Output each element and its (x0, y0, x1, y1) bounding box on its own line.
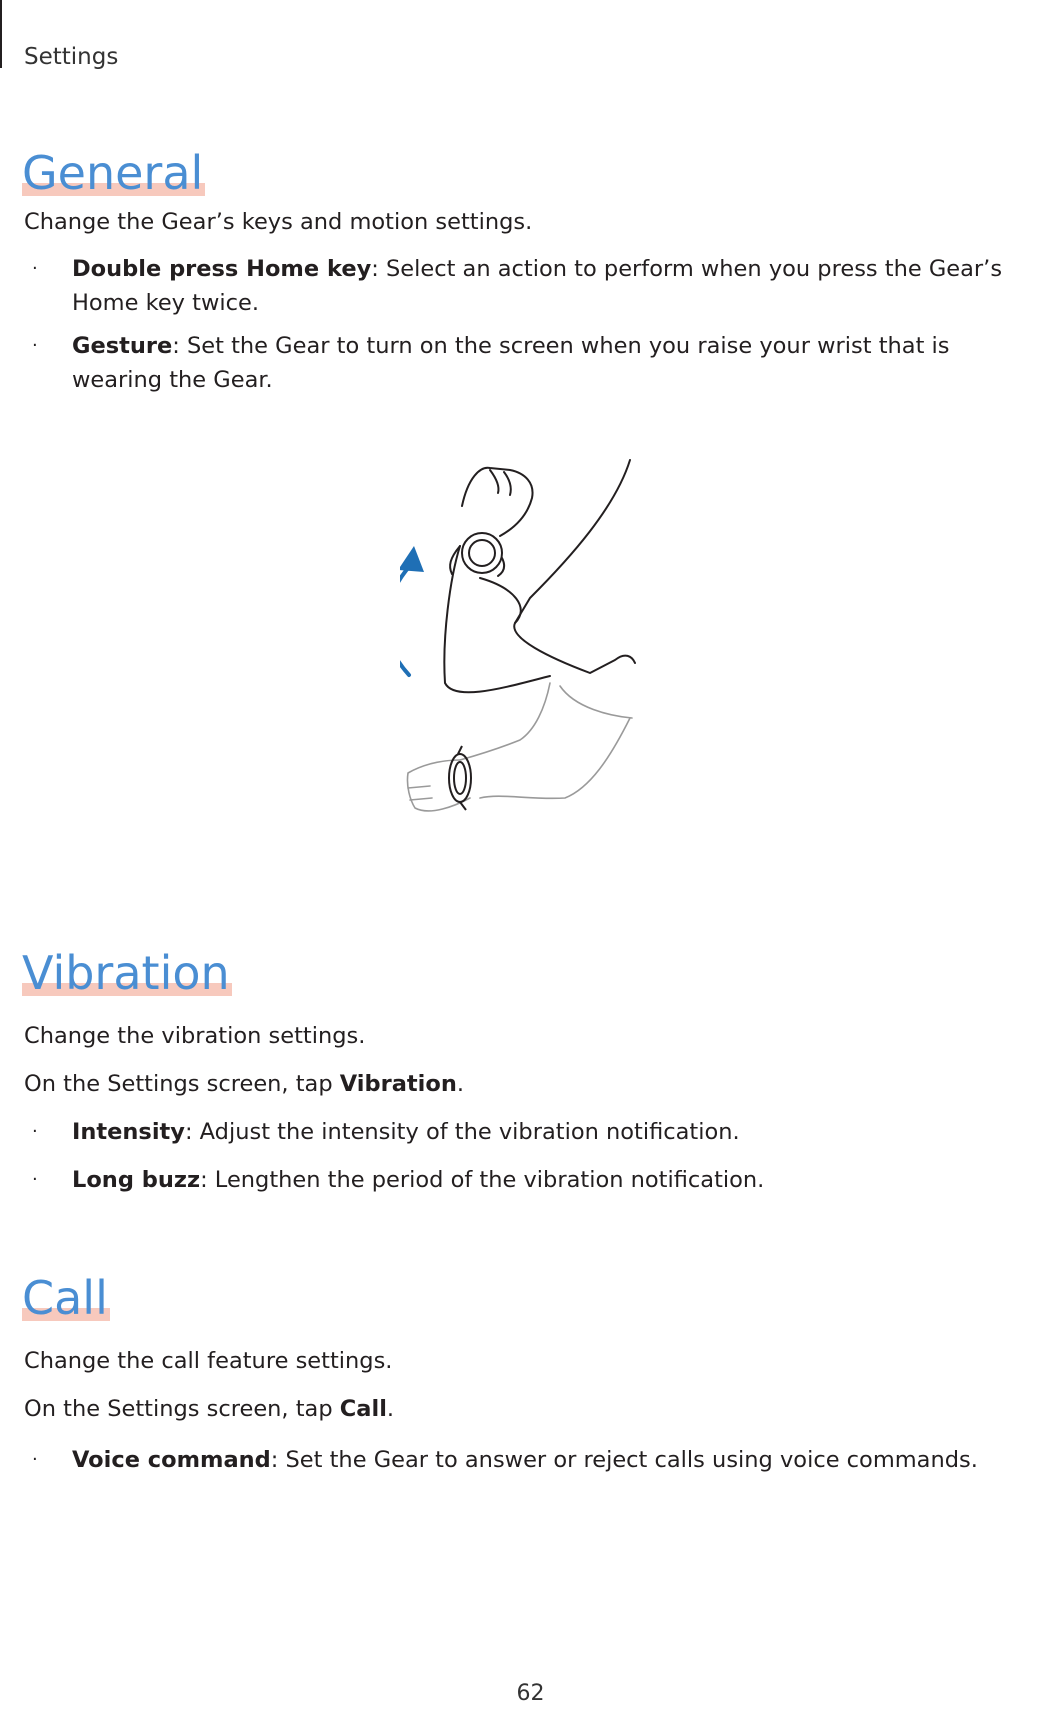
item-term: Gesture (72, 333, 173, 359)
instruction-text: On the Settings screen, tap (24, 1071, 340, 1097)
section-title-general: General (22, 146, 204, 200)
item-desc: : Set the Gear to answer or reject calls using voice commands. (270, 1447, 978, 1473)
corner-rule (0, 0, 2, 68)
call-list (24, 1443, 1025, 1477)
item-desc: : Adjust the intensity of the vibration notification. (184, 1119, 740, 1145)
call-intro: Change the call feature settings. (24, 1348, 393, 1374)
item-term: Long buzz (72, 1167, 201, 1193)
instruction-end: . (386, 1396, 395, 1422)
section-title-vibration: Vibration (22, 946, 230, 1000)
item-desc: : Select an action to perform when you press the Gear’s Home key twice. (72, 256, 1003, 316)
wrist-raise-gesture-illustration (400, 448, 700, 848)
vibration-list (24, 1115, 1025, 1197)
call-instruction (24, 1392, 394, 1426)
list-item (24, 1115, 1025, 1149)
item-desc: : Set the Gear to turn on the screen when you raise your wrist that is wearing the Gear. (72, 333, 950, 393)
bullet-icon: · (32, 335, 38, 356)
running-header: Settings (24, 44, 119, 70)
list-item (24, 1443, 1025, 1477)
page-number: 62 (516, 1681, 545, 1706)
list-item (24, 1163, 1025, 1197)
item-term: Voice command (72, 1447, 271, 1473)
general-intro: Change the Gear’s keys and motion settings. (24, 209, 533, 235)
bullet-icon: · (32, 1169, 38, 1190)
bullet-icon: · (32, 258, 38, 279)
instruction-end: . (456, 1071, 464, 1097)
instruction-text: On the Settings screen, tap (24, 1396, 340, 1422)
menu-path-call: Call (339, 1396, 387, 1422)
vibration-instruction (24, 1067, 464, 1101)
item-term: Intensity (72, 1119, 185, 1145)
item-term: Double press Home key (72, 256, 372, 282)
list-item (24, 252, 1025, 320)
list-item (24, 329, 1025, 397)
item-desc: : Lengthen the period of the vibration notification. (200, 1167, 765, 1193)
general-list (24, 252, 1025, 397)
vibration-intro: Change the vibration settings. (24, 1023, 366, 1049)
menu-path-vibration: Vibration (339, 1071, 457, 1097)
section-title-call: Call (22, 1271, 108, 1325)
bullet-icon: · (32, 1449, 38, 1470)
bullet-icon: · (32, 1121, 38, 1142)
